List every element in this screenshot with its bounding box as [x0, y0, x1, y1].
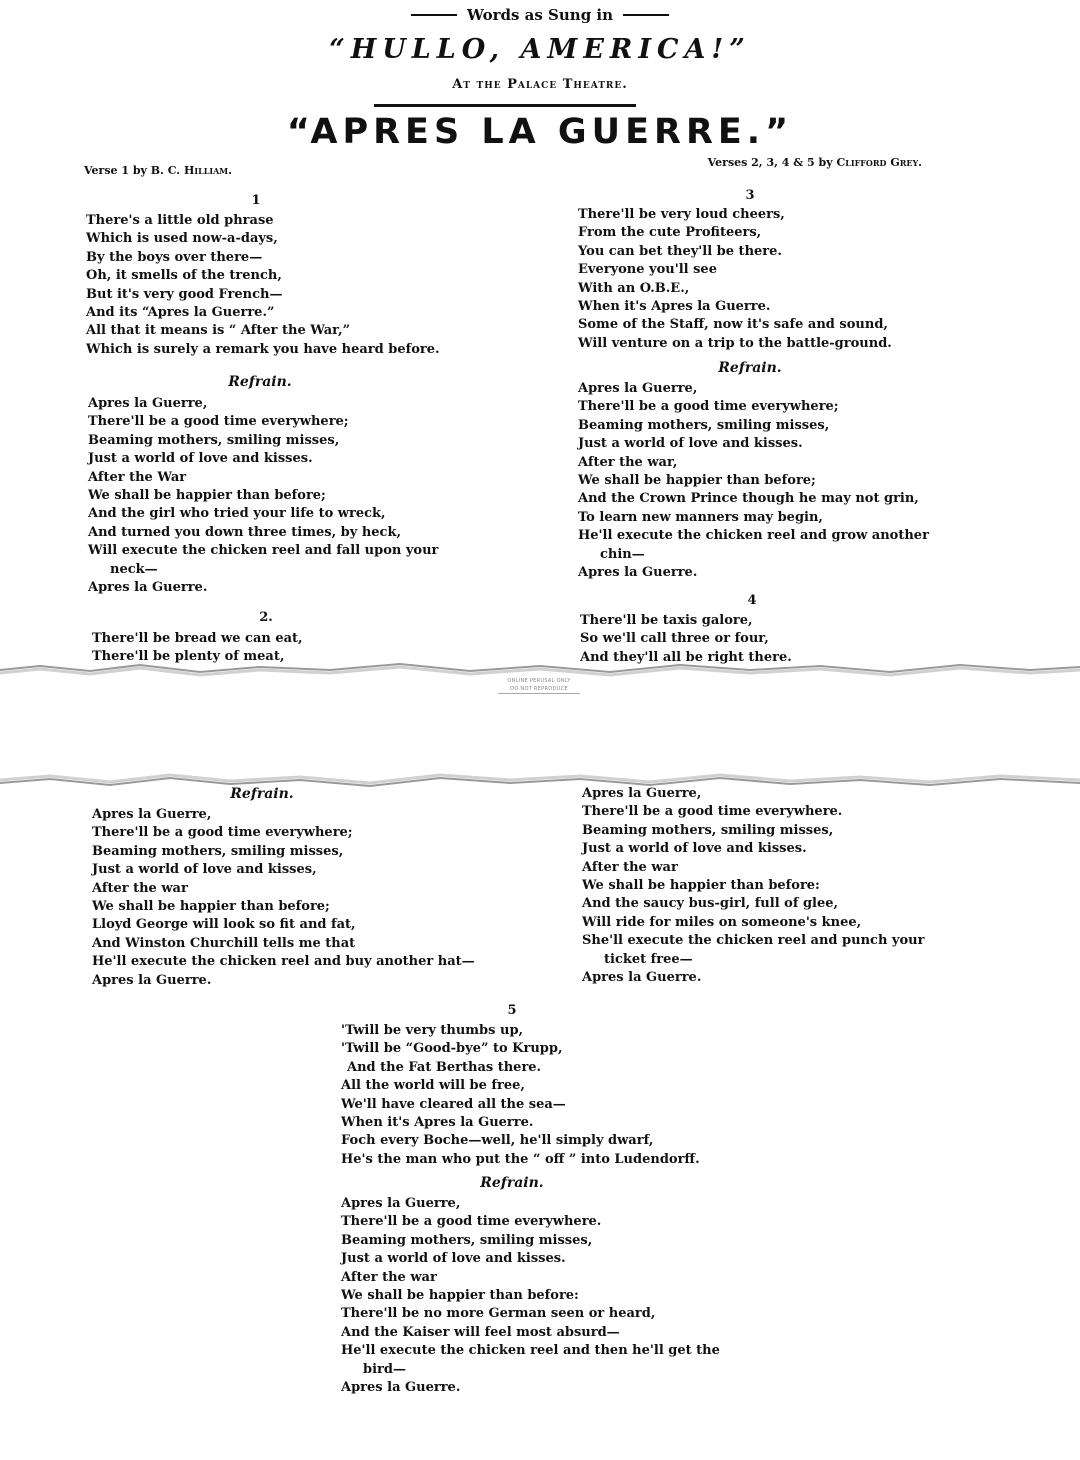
- rule-left: [411, 14, 457, 16]
- verse5-lines: [341, 1022, 700, 1169]
- verse1-credit-author: Hilliam.: [183, 164, 232, 177]
- verse-line: Everyone you'll see: [578, 262, 717, 278]
- verse2-refrain-label: Refrain.: [230, 786, 294, 802]
- refrain-line: We shall be happier than before;: [88, 488, 326, 504]
- verses-other-credit-prefix: Verses 2, 3, 4 & 5 by: [707, 156, 833, 169]
- refrain-line: We shall be happier than before;: [92, 899, 330, 915]
- verses-other-credit-author: Clifford Grey.: [836, 156, 922, 169]
- verse-line: There'll be taxis galore,: [580, 613, 753, 628]
- verse5-number: 5: [507, 1003, 517, 1018]
- verse-line: There'll be bread we can eat,: [92, 631, 303, 646]
- verse-line: So we'll call three or four,: [580, 631, 769, 647]
- verse3-refrain: [578, 380, 929, 582]
- refrain-line: We shall be happier than before:: [341, 1288, 579, 1304]
- refrain-line: To learn new manners may begin,: [578, 509, 823, 525]
- refrain-line: Apres la Guerre.: [88, 580, 208, 596]
- verse1-credit-prefix: Verse 1 by B. C.: [84, 164, 181, 177]
- verses-other-credit: [708, 156, 922, 169]
- refrain-line: And the girl who tried your life to wreck,: [88, 506, 386, 522]
- refrain-line: Apres la Guerre.: [582, 970, 702, 986]
- refrain-line: Just a world of love and kisses.: [88, 451, 313, 467]
- refrain-line: Beaming mothers, smiling misses,: [88, 432, 340, 448]
- refrain-line: Apres la Guerre,: [92, 807, 212, 822]
- refrain-line: After the war: [92, 880, 188, 896]
- refrain-line: neck—: [110, 561, 158, 577]
- verse-line: With an O.B.E.,: [578, 280, 690, 296]
- verse1-refrain-label: Refrain.: [228, 374, 292, 390]
- verse5-refrain-label: Refrain.: [480, 1175, 544, 1191]
- verse-line: There's a little old phrase: [86, 213, 274, 228]
- refrain-line: Apres la Guerre,: [582, 786, 702, 801]
- refrain-line: ticket free—: [604, 951, 693, 967]
- refrain-line: And the saucy bus-girl, full of glee,: [582, 896, 839, 912]
- refrain-line: We shall be happier than before;: [578, 473, 816, 489]
- refrain-line: And the Crown Prince though he may not grin,: [578, 491, 919, 507]
- verse-line: Which is used now-a-days,: [86, 231, 278, 247]
- refrain-line: Beaming mothers, smiling misses,: [578, 417, 830, 433]
- verse-line: You can bet they'll be there.: [578, 243, 782, 259]
- refrain-line: bird—: [363, 1361, 406, 1377]
- verse2-refrain: [92, 806, 475, 990]
- refrain-line: After the War: [88, 469, 187, 485]
- refrain-line: After the war: [341, 1269, 437, 1285]
- refrain-line: There'll be a good time everywhere;: [88, 414, 349, 430]
- verse1-refrain: [88, 395, 438, 597]
- refrain-line: Apres la Guerre,: [88, 396, 208, 411]
- refrain-line: Just a world of love and kisses,: [92, 862, 317, 878]
- refrain-line: Will execute the chicken reel and fall upon your: [88, 543, 439, 559]
- verse4-refrain: [582, 785, 924, 987]
- verse3-lines: [578, 206, 892, 353]
- refrain-line: He'll execute the chicken reel and then he'll get the: [341, 1343, 720, 1359]
- verse-line: Foch every Boche—well, he'll simply dwarf,: [341, 1133, 654, 1149]
- refrain-line: Just a world of love and kisses.: [578, 436, 803, 452]
- refrain-line: Will ride for miles on someone's knee,: [582, 914, 862, 930]
- perusal-watermark: [498, 677, 580, 694]
- verse-line: From the cute Profiteers,: [578, 225, 762, 241]
- refrain-line: Beaming mothers, smiling misses,: [582, 822, 834, 838]
- verse-line: Will venture on a trip to the battle-ground.: [578, 335, 892, 351]
- verse-line: When it's Apres la Guerre.: [578, 299, 771, 315]
- refrain-line: And the Kaiser will feel most absurd—: [341, 1324, 620, 1340]
- song-title: “APRES LA GUERRE.”: [286, 112, 794, 152]
- refrain-line: Beaming mothers, smiling misses,: [92, 843, 344, 859]
- verse-line: He's the man who put the “ off ” into Ludendorff.: [341, 1151, 700, 1167]
- refrain-line: There'll be a good time everywhere;: [578, 399, 839, 415]
- verse-line: Oh, it smells of the trench,: [86, 268, 282, 284]
- verse-line: Some of the Staff, now it's safe and sound,: [578, 317, 888, 333]
- refrain-line: Apres la Guerre.: [92, 972, 212, 988]
- title-divider: [374, 104, 636, 107]
- verse1-number: 1: [251, 193, 261, 208]
- verse1-lines: [86, 212, 440, 359]
- rule-right: [623, 14, 669, 16]
- refrain-line: Apres la Guerre,: [578, 381, 698, 396]
- verse-line: And they'll all be right there.: [580, 649, 792, 665]
- verse-line: All the world will be free,: [341, 1078, 525, 1094]
- verse-line: But it's very good French—: [86, 286, 283, 302]
- refrain-line: And turned you down three times, by heck,: [88, 524, 401, 540]
- refrain-line: Apres la Guerre,: [341, 1196, 461, 1211]
- refrain-line: There'll be no more German seen or heard,: [341, 1306, 656, 1322]
- words-as-sung-heading: [0, 6, 1080, 24]
- verse-line: 'Twill be very thumbs up,: [341, 1023, 524, 1038]
- refrain-line: After the war,: [578, 454, 678, 470]
- verse-line: By the boys over there—: [86, 249, 263, 265]
- refrain-line: Apres la Guerre.: [578, 565, 698, 581]
- refrain-line: There'll be a good time everywhere;: [92, 825, 353, 841]
- theatre-line: At the Palace Theatre.: [452, 77, 628, 92]
- refrain-line: After the war: [582, 859, 678, 875]
- refrain-line: Apres la Guerre.: [341, 1380, 461, 1396]
- refrain-line: Just a world of love and kisses.: [582, 841, 807, 857]
- verse2-number: 2.: [259, 610, 273, 625]
- verse4-number: 4: [747, 593, 757, 608]
- verse5-refrain: [341, 1195, 720, 1397]
- watermark-line2: DO NOT REPRODUCE: [498, 685, 580, 694]
- refrain-line: Lloyd George will look so fit and fat,: [92, 917, 356, 933]
- verse-line: There'll be plenty of meat,: [92, 649, 285, 665]
- refrain-line: We shall be happier than before:: [582, 878, 820, 894]
- verse3-refrain-label: Refrain.: [718, 360, 782, 376]
- refrain-line: And Winston Churchill tells me that: [92, 935, 356, 951]
- refrain-line: He'll execute the chicken reel and buy another hat—: [92, 954, 475, 970]
- verse-line: 'Twill be “Good-bye” to Krupp,: [341, 1041, 563, 1057]
- verse-line: We'll have cleared all the sea—: [341, 1096, 566, 1112]
- verse-line: And the Fat Berthas there.: [347, 1059, 542, 1075]
- verse-line: There'll be very loud cheers,: [578, 207, 785, 222]
- verse4-lines: [580, 612, 792, 667]
- refrain-line: He'll execute the chicken reel and grow another: [578, 528, 929, 544]
- watermark-line1: ONLINE PERUSAL ONLY: [507, 678, 571, 684]
- refrain-line: There'll be a good time everywhere.: [341, 1214, 602, 1230]
- verse3-number: 3: [745, 188, 755, 203]
- words-as-sung-text: Words as Sung in: [466, 6, 614, 24]
- verse-line: And its “Apres la Guerre.”: [86, 305, 275, 321]
- refrain-line: She'll execute the chicken reel and punch your: [582, 933, 925, 949]
- refrain-line: There'll be a good time everywhere.: [582, 804, 843, 820]
- refrain-line: Just a world of love and kisses.: [341, 1251, 566, 1267]
- refrain-line: Beaming mothers, smiling misses,: [341, 1232, 593, 1248]
- verse-line: All that it means is “ After the War,”: [86, 323, 351, 339]
- verse-line: Which is surely a remark you have heard before.: [86, 341, 440, 357]
- show-title: “HULLO, AMERICA!”: [329, 34, 751, 65]
- refrain-line: chin—: [600, 546, 645, 562]
- verse1-credit: [84, 164, 232, 177]
- verse-line: When it's Apres la Guerre.: [341, 1115, 534, 1131]
